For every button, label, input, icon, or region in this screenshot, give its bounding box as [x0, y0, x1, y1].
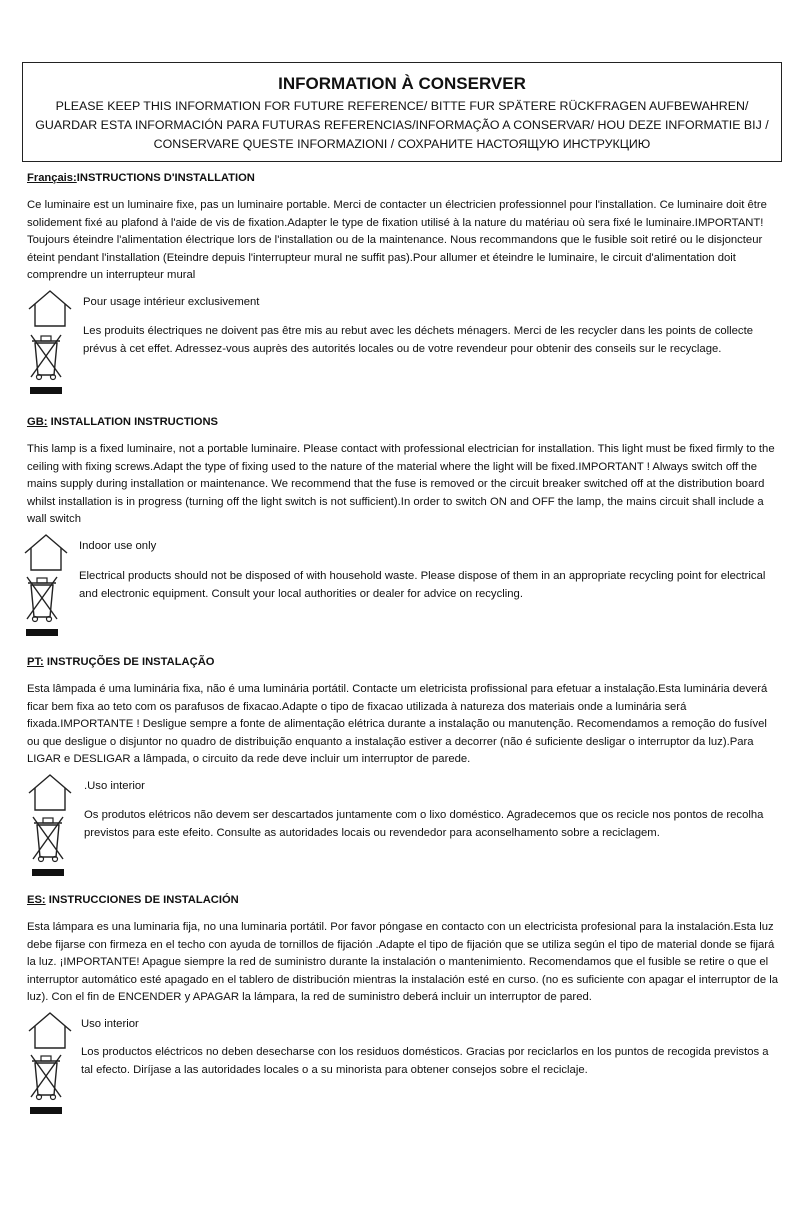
- section-es: [27, 892, 782, 1133]
- house-icon: [27, 1011, 73, 1051]
- language-code: PT:: [27, 656, 44, 668]
- section-heading: [27, 170, 782, 186]
- icons-row: [27, 1013, 782, 1133]
- page-title: INFORMATION À CONSERVER: [278, 74, 526, 93]
- language-code: GB:: [27, 416, 48, 428]
- info-box: [22, 62, 782, 162]
- section-fr: [27, 170, 782, 411]
- icons-row: [27, 535, 782, 650]
- section-gb: [27, 414, 782, 650]
- heading-text: INSTRUCCIONES DE INSTALACIÓN: [45, 894, 239, 906]
- section-heading: [27, 654, 782, 670]
- language-code: Français:: [27, 172, 77, 184]
- weee-bin-icon: [31, 813, 65, 877]
- recycle-text: Electrical products should not be disposed of with household waste. Please dispose of them in an appropriate recycling point for electrical and electronic equipment. Consult your local authorities or dealer for advice on recycling.: [79, 569, 766, 600]
- icons-row: [27, 291, 782, 411]
- icons-row: [27, 775, 782, 895]
- section-body: This lamp is a fixed luminaire, not a portable luminaire. Please contact with professional electrician for installation. This light must be fixed firmly to the ceiling with fixing screws.Adapt the type of fixing used to the nature of the material where the light will be fixed.IMPORTANT ! Always switch off the mains supply during installation or maintenance. We recommend that the fuse is removed or the circuit breaker switched off at the distribution board whilst installation is in progress (turning off the light switch is not sufficient).In order to switch ON and OFF the lamp, the mains circuit shall include a wall switch: [27, 443, 775, 526]
- recycle-text: Les produits électriques ne doivent pas être mis au rebut avec les déchets ménagers. Merci de les recycler dans les points de collecte prévus à cet effet. Adressez-vous auprès des autorités locales ou de votre revendeur pour obtenir des conseils sur le recyclage.: [83, 324, 754, 355]
- weee-bin-icon: [29, 331, 63, 395]
- section-body: Ce luminaire est un luminaire fixe, pas un luminaire portable. Merci de contacter un électricien professionnel pour l'installation. Ce luminaire doit être solidement fixé au plafond à l'aide de vis de fixation.Adapter le type de fixation utilisé à la nature du matériau où sera fixé le luminaire.IMPORTANT! Toujours éteindre l'alimentation électrique lors de l'installation ou de la maintenance. Nous recommandons que le fusible soit retiré ou le disjoncteur éteint pendant l'installation (Eteindre depuis l'interrupteur mural ne suffit pas).Pour allumer et éteindre le luminaire, le circuit d'alimentation doit comprendre un interrupteur mural: [27, 199, 767, 282]
- section-body: Esta lámpara es una luminaria fija, no una luminaria portátil. Por favor póngase en contacto con un electricista profesional para la instalación.Esta luz debe fijarse con firmeza en el techo con ayuda de tornillos de fijación .Adapte el tipo de fijación que se utiliza según el tipo de material donde se fijará la luz. ¡IMPORTANTE! Apague siempre la red de suministro durante la instalación o mantenimiento. Recomendamos que el fusible se retire o que el interruptor automático esté apagado en el tablero de distribución mientras la instalación esté en curso. (no es suficiente con apagar el interruptor de la luz). Con el fin de ENCENDER y APAGAR la lámpara, la red de suministro deberá incluir un interruptor de pared.: [27, 921, 779, 1004]
- house-icon: [23, 533, 69, 573]
- heading-text: INSTRUÇÕES DE INSTALAÇÃO: [43, 656, 215, 668]
- recycle-text: Os produtos elétricos não devem ser descartados juntamente com o lixo doméstico. Agradecemos que os recicle nos pontos de recolha previstos para este efeito. Consulte as autoridades locais ou revendedor para aconselhamento sobre a reciclagem.: [84, 808, 764, 839]
- section-body: Esta lâmpada é uma luminária fixa, não é uma luminária portátil. Contacte um eletricista profissional para efetuar a instalação.Esta luminária deverá ficar bem fixa ao teto com os parafusos de fixacao.Adapte o tipo de fixacao utilizada à natureza dos materiais onde a luminária será fixada.IMPORTANTE ! Desligue sempre a fonte de alimentação elétrica durante a instalação ou manutenção. Recomendamos a remoção do fusível ou que desligue o disjuntor no quadro de distribuição enquanto a instalação estiver a decorrer (não é suficiente desligar o interruptor da luz).Para LIGAR e DESLIGAR a lâmpada, o circuito da rede deve incluir um interruptor de parede.: [27, 683, 768, 766]
- weee-bin-icon: [29, 1051, 63, 1115]
- heading-text: INSTALLATION INSTRUCTIONS: [47, 416, 219, 428]
- recycle-text: Los productos eléctricos no deben desecharse con los residuos domésticos. Gracias por reciclarlos en los puntos de recogida previstos a tal efecto. Diríjase a las autoridades locales o a su minorista para obtener consejos sobre el reciclaje.: [81, 1045, 769, 1076]
- indoor-use-text: Pour usage intérieur exclusivement: [83, 295, 260, 308]
- language-code: ES:: [27, 894, 46, 906]
- section-heading: [27, 414, 782, 430]
- heading-text: INSTRUCTIONS D'INSTALLATION: [76, 172, 255, 184]
- indoor-use-text: Indoor use only: [79, 539, 157, 552]
- indoor-use-text: Uso interior: [81, 1017, 139, 1030]
- indoor-use-text: .Uso interior: [84, 779, 145, 792]
- section-heading: [27, 892, 782, 908]
- page-subtitle: PLEASE KEEP THIS INFORMATION FOR FUTURE REFERENCE/ BITTE FUR SPÄTERE RÜCKFRAGEN AUFBEWAHREN/ GUARDAR ESTA INFORMACIÓN PARA FUTURAS REFERENCIAS/INFORMAÇÃO A CONSERVAR/ HOU DEZE INFORMATIE BIJ / CONSERVARE QUESTE INFORMAZIONI / СОХРАНИТЕ НАСТОЯЩУЮ ИНСТРУКЦИЮ: [35, 99, 769, 151]
- house-icon: [27, 289, 73, 329]
- house-icon: [27, 773, 73, 813]
- section-pt: [27, 654, 782, 895]
- weee-bin-icon: [25, 573, 59, 637]
